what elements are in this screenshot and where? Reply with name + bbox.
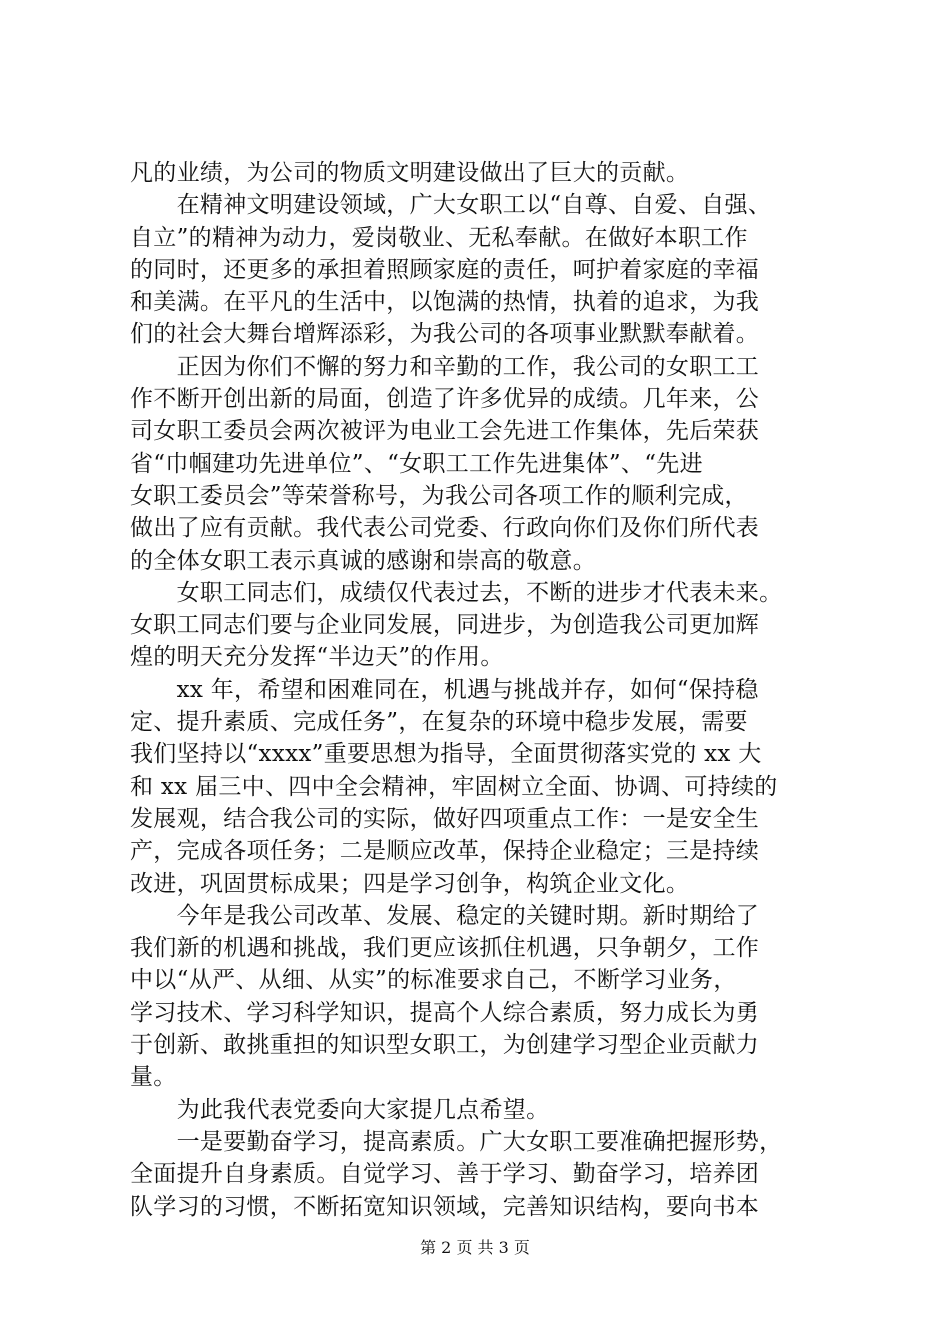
text-line: 凡的业绩，为公司的物质文明建设做出了巨大的贡献。 [130, 160, 690, 186]
text-line: 和 xx 届三中、四中全会精神，牢固树立全面、协调、可持续的 [130, 773, 778, 800]
text-line: 量。 [130, 1064, 177, 1091]
text-line: 女职工同志们，成绩仅代表过去，不断的进步才代表未来。 [130, 579, 783, 606]
text-line: 省“巾帼建功先进单位”、“女职工工作先进集体”、“先进 [130, 450, 703, 477]
body-text [130, 157, 830, 1223]
text-line: 发展观，结合我公司的实际，做好四项重点工作：一是安全生 [130, 805, 760, 832]
text-line: 的同时，还更多的承担着照顾家庭的责任，呵护着家庭的幸福 [130, 256, 760, 283]
text-line: 产，完成各项任务；二是顺应改革，保持企业稳定；三是持续 [130, 838, 760, 865]
text-line: 中以“从严、从细、从实”的标准要求自己，不断学习业务， [130, 967, 737, 994]
text-line: 队学习的习惯，不断拓宽知识领域，完善知识结构，要向书本 [130, 1193, 760, 1220]
text-line: 学习技术、学习科学知识，提高个人综合素质，努力成长为勇 [130, 999, 760, 1026]
text-line: 女职工同志们要与企业同发展，同进步，为创造我公司更加辉 [130, 612, 760, 639]
text-line: 司女职工委员会两次被评为电业工会先进工作集体，先后荣获 [130, 418, 760, 445]
text-line: 为此我代表党委向大家提几点希望。 [130, 1096, 550, 1123]
text-line: 我们坚持以“xxxx”重要思想为指导，全面贯彻落实党的 xx 大 [130, 741, 762, 768]
text-line: 们的社会大舞台增辉添彩，为我公司的各项事业默默奉献着。 [130, 321, 760, 348]
text-line: 的全体女职工表示真诚的感谢和崇高的敬意。 [130, 547, 596, 574]
text-line: 作不断开创出新的局面，创造了许多优异的成绩。几年来，公 [130, 386, 760, 413]
page-footer [0, 1238, 950, 1258]
text-line: 今年是我公司改革、发展、稳定的关键时期。新时期给了 [130, 902, 760, 929]
text-line: 在精神文明建设领域，广大女职工以“自尊、自爱、自强、 [130, 192, 772, 219]
text-line: 于创新、敢挑重担的知识型女职工，为创建学习型企业贡献力 [130, 1032, 760, 1059]
text-line: 全面提升自身素质。自觉学习、善于学习、勤奋学习，培养团 [130, 1161, 760, 1188]
text-line: 改进，巩固贯标成果；四是学习创争，构筑企业文化。 [130, 870, 690, 897]
text-line: 正因为你们不懈的努力和辛勤的工作，我公司的女职工工 [130, 353, 760, 380]
text-line: 女职工委员会”等荣誉称号，为我公司各项工作的顺利完成， [130, 482, 748, 509]
text-line: xx 年，希望和困难同在，机遇与挑战并存，如何“保持稳 [130, 676, 759, 703]
page-number-label: 第 2 页 共 3 页 [420, 1238, 530, 1257]
text-line: 煌的明天充分发挥“半边天”的作用。 [130, 644, 504, 671]
text-line: 自立”的精神为动力，爱岗敬业、无私奉献。在做好本职工作 [130, 224, 748, 251]
text-line: 和美满。在平凡的生活中，以饱满的热情，执着的追求，为我 [130, 289, 760, 316]
text-line: 一是要勤奋学习，提高素质。广大女职工要准确把握形势， [130, 1128, 783, 1155]
text-line: 做出了应有贡献。我代表公司党委、行政向你们及你们所代表 [130, 515, 760, 542]
text-line: 定、提升素质、完成任务”，在复杂的环境中稳步发展，需要 [130, 709, 748, 736]
text-line: 我们新的机遇和挑战，我们更应该抓住机遇，只争朝夕，工作 [130, 935, 760, 962]
